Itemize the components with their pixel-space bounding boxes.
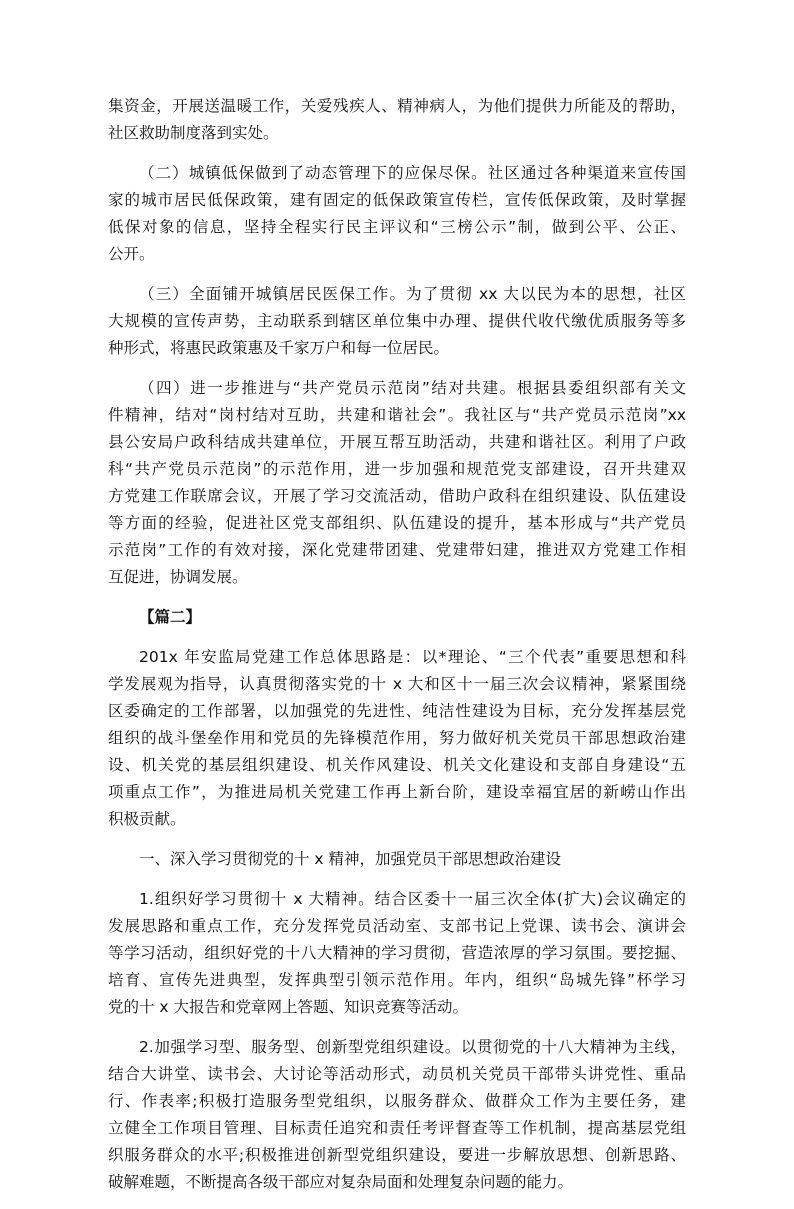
text-line: 2.加强学习型、服务型、创新型党组织建设。以贯彻党的十八大精神为主线， bbox=[139, 1038, 686, 1056]
text-line: 方党建工作联席会议，开展了学习交流活动，借助户政科在组织建设、队伍建设 bbox=[108, 487, 686, 505]
text-line: 设、机关党的基层组织建设、机关作风建设、机关文化建设和支部自身建设“五 bbox=[108, 756, 686, 774]
document-page bbox=[108, 93, 686, 1209]
text-line: 织服务群众的水平;积极推进创新型党组织建设，要进一步解放思想、创新思路、 bbox=[108, 1146, 686, 1164]
paragraph-item-1 bbox=[108, 886, 686, 1021]
text-line: 结合大讲堂、读书会、大讨论等活动形式，动员机关党员干部带头讲党性、重品 bbox=[108, 1065, 686, 1083]
text-line: 破解难题，不断提高各级干部应对复杂局面和处理复杂问题的能力。 bbox=[108, 1173, 574, 1191]
text-line: 区委确定的工作部署，以加强党的先进性、纯洁性建设为目标，充分发挥基层党 bbox=[108, 702, 686, 720]
text-line: 科“共产党员示范岗”的示范作用，进一步加强和规范党支部建设，召开共建双 bbox=[108, 460, 686, 478]
text-line: 公开。 bbox=[108, 245, 155, 263]
text-line: （四）进一步推进与“共产党员示范岗”结对共建。根据县委组织部有关文 bbox=[139, 379, 686, 397]
paragraph-relief bbox=[108, 93, 686, 147]
text-line: （二）城镇低保做到了动态管理下的应保尽保。社区通过各种渠道来宣传国 bbox=[139, 164, 686, 182]
text-line: 等学习活动，组织好党的十八大精神的学习贯彻，营造浓厚的学习氛围。要挖掘、 bbox=[108, 944, 686, 962]
text-line: 学发展观为指导，认真贯彻落实党的十 x 大和区十一届三次会议精神，紧紧围绕 bbox=[108, 675, 686, 693]
text-line: 低保对象的信息，坚持全程实行民主评议和“三榜公示”制，做到公平、公正、 bbox=[108, 218, 686, 236]
text-line: 件精神，结对“岗村结对互助，共建和谐社会”。我社区与“共产党员示范岗”xx bbox=[108, 406, 686, 424]
text-line: 201x 年安监局党建工作总体思路是：以*理论、“三个代表”重要思想和科 bbox=[139, 648, 686, 666]
text-line: 种形式，将惠民政策惠及千家万户和每一位居民。 bbox=[108, 339, 450, 357]
text-line: 发展思路和重点工作，充分发挥党员活动室、支部书记上党课、读书会、演讲会 bbox=[108, 917, 686, 935]
paragraph-item-2 bbox=[108, 1034, 686, 1196]
text-line: 等方面的经验，促进社区党支部组织、队伍建设的提升，基本形成与“共产党员 bbox=[108, 514, 686, 532]
text-line: 一、深入学习贯彻党的十 x 精神，加强党员干部思想政治建设 bbox=[139, 850, 562, 868]
text-line: 积极贡献。 bbox=[108, 810, 186, 828]
text-line: 1.组织好学习贯彻十 x 大精神。结合区委十一届三次全体(扩大)会议确定的 bbox=[139, 890, 686, 908]
text-line: 培育、宣传先进典型，发挥典型引领示范作用。年内，组织“岛城先锋”杯学习 bbox=[108, 971, 686, 989]
text-line: 立健全工作项目管理、目标责任追究和责任考评督查等工作机制，提高基层党组 bbox=[108, 1119, 686, 1137]
text-line: 县公安局户政科结成共建单位，开展互帮互助活动，共建和谐社区。利用了户政 bbox=[108, 433, 686, 451]
text-line: 家的城市居民低保政策，建有固定的低保政策宣传栏，宣传低保政策，及时掌握 bbox=[108, 191, 686, 209]
paragraph-section-3 bbox=[108, 281, 686, 362]
text-line: 社区救助制度落到实处。 bbox=[108, 124, 279, 142]
subheading-part-1 bbox=[108, 846, 686, 873]
text-line: 集资金，开展送温暖工作，关爱残疾人、精神病人，为他们提供力所能及的帮助， bbox=[108, 97, 686, 115]
text-line: 项重点工作”，为推进局机关党建工作再上新台阶，建设幸福宜居的新崂山作出 bbox=[108, 783, 686, 801]
paragraph-section-2 bbox=[108, 160, 686, 268]
text-line: 示范岗”工作的有效对接，深化党建带团建、党建带妇建，推进双方党建工作相 bbox=[108, 541, 686, 559]
paragraph-overview bbox=[108, 644, 686, 833]
paragraph-section-4 bbox=[108, 375, 686, 591]
text-line: 党的十 x 大报告和党章网上答题、知识竞赛等活动。 bbox=[108, 998, 469, 1016]
text-line: 行、作表率;积极打造服务型党组织，以服务群众、做群众工作为主要任务，建 bbox=[108, 1092, 686, 1110]
text-line: 大规模的宣传声势，主动联系到辖区单位集中办理、提供代收代缴优质服务等多 bbox=[108, 312, 686, 330]
text-line: 互促进，协调发展。 bbox=[108, 568, 248, 586]
text-line: （三）全面铺开城镇居民医保工作。为了贯彻 xx 大以民为本的思想，社区 bbox=[139, 285, 686, 303]
section-heading: 【篇二】 bbox=[139, 608, 202, 626]
text-line: 组织的战斗堡垒作用和党员的先锋模范作用，努力做好机关党员干部思想政治建 bbox=[108, 729, 686, 747]
